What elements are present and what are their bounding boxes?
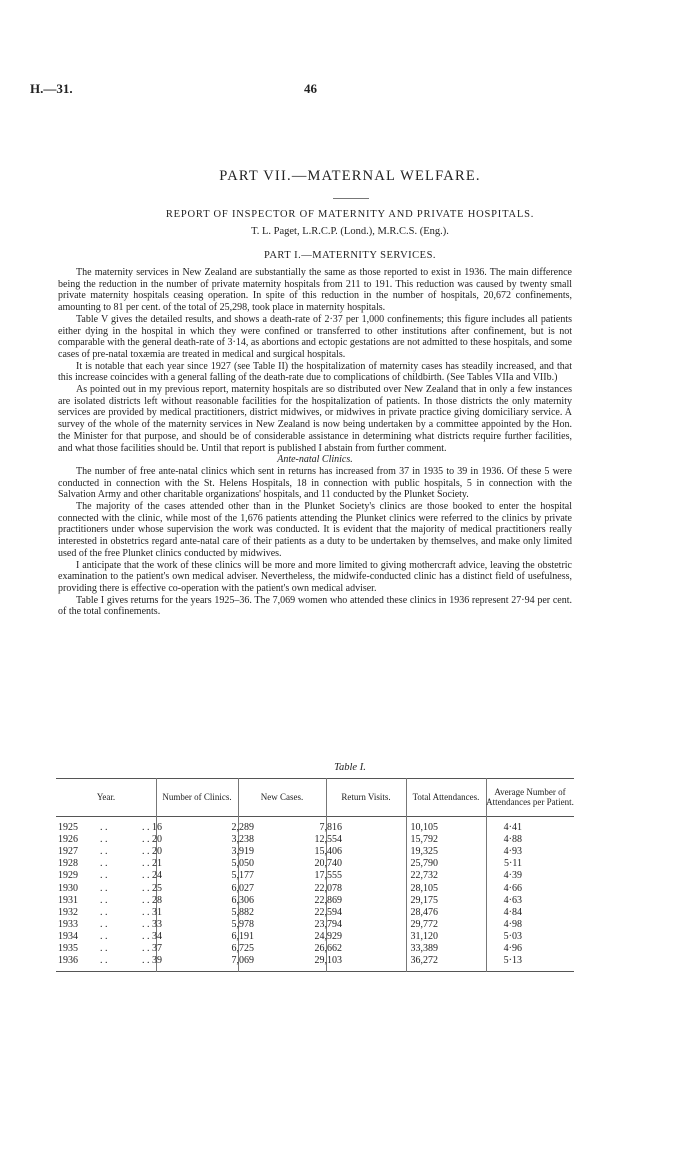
table-row bbox=[56, 870, 574, 881]
cell-clinics: 39 bbox=[152, 955, 162, 967]
cell-year: 1931 bbox=[58, 894, 78, 906]
leader-dots: . . bbox=[142, 955, 150, 967]
cell-total-attendances: 33,389 bbox=[410, 943, 438, 954]
paragraph: The number of free ante-natal clinics which sent in returns has increased from 37 in 1935 to 39 in 1936. Of these 5 were conducted in connection with the St. Helens Hospitals, 18 in connection with public hospitals, 5 in connection with the Salvation Army and other charitable organizations' hospitals, and 11 conducted by the Plunket Society. bbox=[58, 465, 572, 501]
document-reference: H.—31. bbox=[30, 81, 73, 96]
paragraph: I anticipate that the work of these clinics will be more and more limited to giving mothercraft advice, leaving the obstetric examination to the patient's own medical adviser. Nevertheless, the midwife-conducted clinic has a distinct field of usefulness, providing there is effective co-operation with the patient's own medical adviser. bbox=[58, 559, 572, 594]
cell-clinics: 20 bbox=[152, 846, 162, 858]
cell-year: 1932 bbox=[58, 906, 78, 918]
cell-new-cases: 5,978 bbox=[231, 918, 254, 930]
table-title: Table I. bbox=[334, 762, 366, 773]
leader-dots: . . bbox=[100, 906, 108, 918]
leader-dots: . . bbox=[142, 918, 150, 930]
cell-average: 4·41 bbox=[503, 822, 522, 833]
cell-new-cases: 7,069 bbox=[231, 955, 254, 967]
header-return-visits: Return Visits. bbox=[341, 792, 391, 802]
cell-year: 1928 bbox=[58, 858, 78, 870]
header-average-attendances: Average Number of Attendances per Patient. bbox=[486, 787, 574, 807]
cell-clinics: 24 bbox=[152, 870, 162, 882]
cell-total-attendances: 15,792 bbox=[410, 834, 438, 846]
statistics-table bbox=[56, 778, 574, 972]
cell-return-visits: 24,929 bbox=[314, 930, 342, 942]
report-title: REPORT OF INSPECTOR OF MATERNITY AND PRIVATE HOSPITALS. bbox=[165, 209, 535, 220]
paragraph: It is notable that each year since 1927 (see Table II) the hospitalization of maternity cases has steadily increased, and that this increase coincides with a general falling of the death-rate due to complications of childbirth. (See Tables VIIa and VIIb.) bbox=[58, 360, 572, 384]
leader-dots: . . bbox=[142, 882, 150, 894]
subsection-heading: Ante-natal Clinics. bbox=[277, 454, 353, 466]
cell-year: 1934 bbox=[58, 930, 78, 942]
report-author: T. L. Paget, L.R.C.P. (Lond.), M.R.C.S. (Eng.). bbox=[251, 226, 449, 237]
leader-dots: . . bbox=[100, 834, 108, 846]
leader-dots: . . bbox=[100, 846, 108, 858]
cell-total-attendances: 22,732 bbox=[410, 870, 438, 882]
table-header-rule bbox=[56, 816, 574, 817]
page-number: 46 bbox=[304, 81, 317, 96]
table-row bbox=[56, 846, 574, 857]
cell-average: 5·11 bbox=[504, 858, 522, 870]
cell-total-attendances: 28,105 bbox=[410, 882, 438, 894]
cell-return-visits: 26,662 bbox=[314, 943, 342, 954]
paragraph: Table V gives the detailed results, and shows a death-rate of 2·37 per 1,000 confinements; this figure includes all patients either dying in the hospital in which they were confined or transferred to other institutions after confinement, but is not comparable with the general death-rate of 3·14, as abortions and ectopic gestations are not admitted to these hospitals, and some cases of pre-natal toxæmia are treated in medical and surgical hospitals. bbox=[58, 313, 572, 360]
cell-clinics: 21 bbox=[152, 858, 162, 870]
title-divider bbox=[333, 198, 369, 199]
table-row bbox=[56, 943, 574, 954]
cell-average: 5·13 bbox=[503, 955, 522, 967]
cell-year: 1927 bbox=[58, 846, 78, 858]
leader-dots: . . bbox=[142, 894, 150, 906]
table-row bbox=[56, 931, 574, 942]
leader-dots: . . bbox=[100, 943, 108, 954]
paragraph: The maternity services in New Zealand are substantially the same as those reported to exist in 1936. The main difference being the reduction in the number of private maternity hospitals from 211 to 191. This reduction was caused by twenty small private maternity hospitals ceasing operation. In spite of this reduction in the number of hospitals, 20,672 confinements, amounting to 81 per cent. of the total of 25,298, took place in maternity hospitals. bbox=[58, 267, 572, 314]
cell-new-cases: 5,177 bbox=[231, 870, 254, 882]
paragraph: Table I gives returns for the years 1925–36. The 7,069 women who attended these clinics in 1936 represent 27·94 per cent. of the total confinements. bbox=[58, 594, 572, 618]
cell-year: 1935 bbox=[58, 943, 78, 954]
leader-dots: . . bbox=[100, 894, 108, 906]
cell-return-visits: 20,740 bbox=[314, 858, 342, 870]
cell-new-cases: 3,919 bbox=[231, 846, 254, 858]
table-row bbox=[56, 895, 574, 906]
cell-average: 4·98 bbox=[503, 918, 522, 930]
cell-average: 4·93 bbox=[503, 846, 522, 858]
leader-dots: . . bbox=[142, 846, 150, 858]
cell-clinics: 31 bbox=[152, 906, 162, 918]
cell-year: 1933 bbox=[58, 918, 78, 930]
cell-average: 4·96 bbox=[503, 943, 522, 954]
cell-total-attendances: 10,105 bbox=[410, 822, 438, 833]
part-title: PART VII.—MATERNAL WELFARE. bbox=[219, 168, 481, 184]
cell-new-cases: 2,289 bbox=[231, 822, 254, 833]
cell-clinics: 37 bbox=[152, 943, 162, 954]
cell-year: 1929 bbox=[58, 870, 78, 882]
cell-return-visits: 22,869 bbox=[314, 894, 342, 906]
cell-total-attendances: 28,476 bbox=[410, 906, 438, 918]
cell-year: 1926 bbox=[58, 834, 78, 846]
leader-dots: . . bbox=[142, 930, 150, 942]
cell-return-visits: 23,794 bbox=[314, 918, 342, 930]
leader-dots: . . bbox=[100, 858, 108, 870]
cell-return-visits: 7,816 bbox=[319, 822, 342, 833]
cell-average: 4·63 bbox=[503, 894, 522, 906]
leader-dots: . . bbox=[142, 943, 150, 954]
cell-return-visits: 12,554 bbox=[314, 834, 342, 846]
cell-clinics: 16 bbox=[152, 822, 162, 833]
body-text bbox=[58, 267, 572, 618]
section-heading: PART I.—MATERNITY SERVICES. bbox=[263, 250, 437, 261]
table-bottom-rule bbox=[56, 971, 574, 972]
table-row bbox=[56, 834, 574, 845]
table-row bbox=[56, 955, 574, 966]
cell-return-visits: 15,406 bbox=[314, 846, 342, 858]
cell-average: 4·88 bbox=[503, 834, 522, 846]
leader-dots: . . bbox=[142, 858, 150, 870]
table-row bbox=[56, 822, 574, 833]
table-row bbox=[56, 883, 574, 894]
cell-return-visits: 22,594 bbox=[314, 906, 342, 918]
table-row bbox=[56, 919, 574, 930]
header-total-attendances: Total Attendances. bbox=[412, 792, 480, 802]
cell-year: 1930 bbox=[58, 882, 78, 894]
cell-year: 1925 bbox=[58, 822, 78, 833]
leader-dots: . . bbox=[100, 930, 108, 942]
cell-clinics: 25 bbox=[152, 882, 162, 894]
leader-dots: . . bbox=[100, 918, 108, 930]
header-clinics: Number of Clinics. bbox=[162, 792, 232, 802]
cell-average: 4·39 bbox=[503, 870, 522, 882]
cell-new-cases: 6,306 bbox=[231, 894, 254, 906]
cell-total-attendances: 29,175 bbox=[410, 894, 438, 906]
cell-total-attendances: 19,325 bbox=[410, 846, 438, 858]
cell-clinics: 20 bbox=[152, 834, 162, 846]
cell-total-attendances: 29,772 bbox=[410, 918, 438, 930]
cell-new-cases: 3,238 bbox=[231, 834, 254, 846]
leader-dots: . . bbox=[142, 834, 150, 846]
table-row bbox=[56, 907, 574, 918]
leader-dots: . . bbox=[142, 822, 150, 833]
cell-average: 4·66 bbox=[503, 882, 522, 894]
cell-clinics: 28 bbox=[152, 894, 162, 906]
cell-average: 5·03 bbox=[503, 930, 522, 942]
leader-dots: . . bbox=[142, 870, 150, 882]
leader-dots: . . bbox=[100, 870, 108, 882]
cell-year: 1936 bbox=[58, 955, 78, 967]
cell-clinics: 33 bbox=[152, 918, 162, 930]
paragraph: As pointed out in my previous report, maternity hospitals are so distributed over New Zealand that in only a few instances are isolated districts left without reasonable facilities for the hospitalization of patients. In those districts the only maternity services are provided by medical practitioners, district midwives, or midwives in private practice giving domiciliary service. A survey of the whole of the maternity services in New Zealand is now being undertaken by a committee appointed by the Hon. the Minister for that purpose, and should be of considerable assistance in determining what districts require further facilities, and what those facilities should be. Until that report is published I abstain from further comment. bbox=[58, 384, 572, 454]
cell-average: 4·84 bbox=[503, 906, 522, 918]
cell-new-cases: 6,725 bbox=[231, 943, 254, 954]
cell-return-visits: 29,103 bbox=[314, 955, 342, 967]
leader-dots: . . bbox=[142, 906, 150, 918]
cell-new-cases: 6,027 bbox=[231, 882, 254, 894]
cell-total-attendances: 25,790 bbox=[410, 858, 438, 870]
cell-new-cases: 5,050 bbox=[231, 858, 254, 870]
cell-return-visits: 22,078 bbox=[314, 882, 342, 894]
leader-dots: . . bbox=[100, 882, 108, 894]
cell-total-attendances: 36,272 bbox=[410, 955, 438, 967]
cell-return-visits: 17,555 bbox=[314, 870, 342, 882]
table-row bbox=[56, 858, 574, 869]
cell-total-attendances: 31,120 bbox=[410, 930, 438, 942]
header-new-cases: New Cases. bbox=[260, 792, 304, 802]
header-year: Year. bbox=[96, 792, 116, 802]
leader-dots: . . bbox=[100, 822, 108, 833]
cell-new-cases: 5,882 bbox=[231, 906, 254, 918]
cell-new-cases: 6,191 bbox=[231, 930, 254, 942]
cell-clinics: 34 bbox=[152, 930, 162, 942]
leader-dots: . . bbox=[100, 955, 108, 967]
paragraph: The majority of the cases attended other than in the Plunket Society's clinics are those booked to enter the hospital connected with the clinic, while most of the 1,676 patients attending the Plunket clinics were referred to the clinics by private practitioners under whose supervision the work was conducted. It is evident that the majority of medical practitioners really interested in obstetrics regard ante-natal care of their patients as a duty to be undertaken by themselves, and make only limited used of the free Plunket clinics conducted by midwives. bbox=[58, 501, 572, 559]
